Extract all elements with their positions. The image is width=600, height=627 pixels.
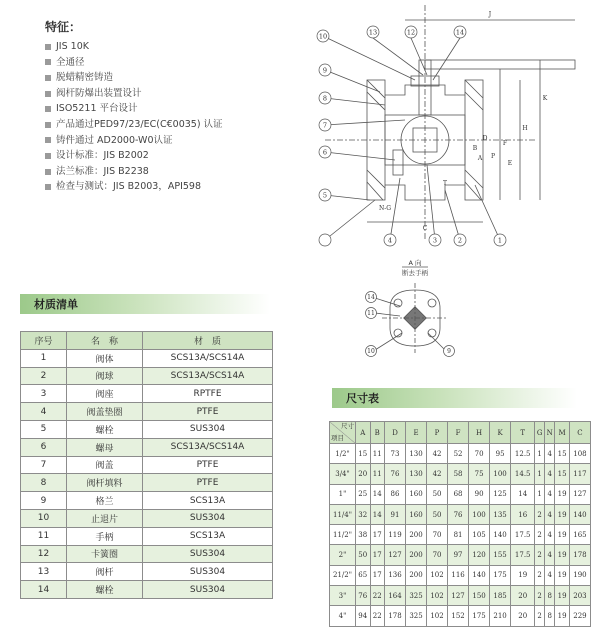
dimension-header-cell: B	[370, 422, 385, 444]
dimension-value-cell: 22	[370, 586, 385, 606]
dimension-value-cell: 86	[385, 484, 406, 504]
callout-3: 3	[432, 236, 438, 245]
dimension-size-cell: 3"	[330, 586, 356, 606]
dimension-header-cell: D	[385, 422, 406, 444]
dimension-value-cell: 25	[356, 484, 371, 504]
dimension-value-cell: 16	[511, 504, 535, 524]
dimension-value-cell: 1	[535, 464, 545, 484]
callout-10: 10	[318, 32, 328, 41]
dimension-value-cell: 100	[490, 464, 511, 484]
material-no-cell: 7	[21, 456, 67, 474]
material-name-cell: 螺栓	[67, 581, 143, 599]
dimension-value-cell: 50	[427, 484, 448, 504]
dimension-header-cell: P	[427, 422, 448, 444]
dimension-value-cell: 175	[490, 565, 511, 585]
material-spec-cell: SUS304	[143, 563, 273, 581]
material-spec-cell: SUS304	[143, 509, 273, 527]
feature-text: 铸件通过 AD2000-W0认证	[56, 134, 173, 146]
dimension-value-cell: 190	[569, 565, 590, 585]
feature-text: 产品通过PED97/23/EC(C€0035) 认证	[56, 118, 223, 130]
dimension-header-cell: F	[448, 422, 469, 444]
material-name-cell: 阀体	[67, 349, 143, 367]
dimension-value-cell: 68	[448, 484, 469, 504]
dimension-row	[330, 484, 591, 504]
feature-item	[45, 164, 223, 180]
dimension-value-cell: 117	[569, 464, 590, 484]
material-name-cell: 止退片	[67, 509, 143, 527]
dimension-size-cell: 1"	[330, 484, 356, 504]
dimension-size-cell: 11/2"	[330, 525, 356, 545]
dimension-value-cell: 160	[406, 484, 427, 504]
callout-6: 6	[322, 148, 328, 157]
features-section	[45, 18, 223, 195]
dimension-value-cell: 70	[427, 545, 448, 565]
dimension-value-cell: 17.5	[511, 545, 535, 565]
dimension-value-cell: 14	[511, 484, 535, 504]
feature-item	[45, 117, 223, 133]
dimension-value-cell: 12.5	[511, 444, 535, 464]
dimension-value-cell: 4	[544, 565, 554, 585]
material-spec-cell: SUS304	[143, 545, 273, 563]
dimension-value-cell: 4	[544, 464, 554, 484]
material-no-cell: 13	[21, 563, 67, 581]
callout-5: 5	[322, 191, 328, 200]
dimension-value-cell: 73	[385, 444, 406, 464]
dimension-value-cell: 22	[370, 606, 385, 626]
material-spec-cell: SCS13A/SCS14A	[143, 349, 273, 367]
dimension-value-cell: 164	[385, 586, 406, 606]
material-spec-cell: SCS13A/SCS14A	[143, 438, 273, 456]
dimension-value-cell: 17	[370, 545, 385, 565]
dimension-value-cell: 127	[385, 545, 406, 565]
dimension-row	[330, 606, 591, 626]
dim-label-h: H	[522, 125, 528, 132]
feature-item	[45, 101, 223, 117]
feature-item	[45, 70, 223, 86]
dimension-value-cell: 42	[427, 464, 448, 484]
dimension-value-cell: 11	[370, 464, 385, 484]
material-row	[21, 385, 273, 403]
dimension-value-cell: 4	[544, 525, 554, 545]
dimension-value-cell: 14.5	[511, 464, 535, 484]
dimension-value-cell: 20	[511, 586, 535, 606]
dimension-value-cell: 52	[448, 444, 469, 464]
dimension-value-cell: 17	[370, 525, 385, 545]
dimension-header-cell: C	[569, 422, 590, 444]
dim-label-j: J	[488, 11, 492, 18]
dimension-value-cell: 130	[406, 444, 427, 464]
dimension-size-cell: 1/2"	[330, 444, 356, 464]
dimension-value-cell: 4	[544, 484, 554, 504]
bullet-square-icon	[45, 137, 51, 143]
dimension-value-cell: 58	[448, 464, 469, 484]
callout-9: 9	[322, 66, 328, 75]
dimension-value-cell: 102	[427, 606, 448, 626]
dimension-value-cell: 178	[385, 606, 406, 626]
detail-callout-14: 14	[367, 294, 375, 301]
dimension-value-cell: 152	[448, 606, 469, 626]
material-name-cell: 阀杆填料	[67, 474, 143, 492]
dim-label-c: C	[422, 225, 428, 232]
dimension-value-cell: 229	[569, 606, 590, 626]
dimension-value-cell: 14	[370, 484, 385, 504]
dimension-value-cell: 17	[370, 565, 385, 585]
dimension-value-cell: 175	[469, 606, 490, 626]
header-name: 名 称	[67, 332, 143, 350]
feature-text: 阀杆防爆出装置设计	[56, 87, 142, 99]
dimension-header-cell: T	[511, 422, 535, 444]
dimension-value-cell: 19	[555, 484, 570, 504]
dimension-value-cell: 2	[535, 606, 545, 626]
feature-text: 脱蜡精密铸造	[56, 72, 114, 84]
dimension-value-cell: 150	[469, 586, 490, 606]
dimension-value-cell: 108	[569, 444, 590, 464]
feature-item	[45, 179, 223, 195]
dimension-value-cell: 2	[535, 545, 545, 565]
dimension-value-cell: 4	[544, 444, 554, 464]
dimension-value-cell: 135	[490, 504, 511, 524]
dimension-value-cell: 136	[385, 565, 406, 585]
bullet-square-icon	[45, 153, 51, 159]
material-spec-cell: SCS13A	[143, 492, 273, 510]
dimension-row	[330, 545, 591, 565]
valve-section-drawing	[305, 0, 595, 265]
features-list	[45, 39, 223, 195]
feature-text: 检查与测试：JIS B2003，API598	[56, 181, 202, 193]
top-view-drawing	[360, 258, 470, 368]
dimension-value-cell: 140	[469, 565, 490, 585]
feature-text: 法兰标准：JIS B2238	[56, 165, 149, 177]
dimension-size-cell: 11/4"	[330, 504, 356, 524]
dimension-value-cell: 95	[490, 444, 511, 464]
material-row	[21, 492, 273, 510]
material-spec-cell: SCS13A	[143, 527, 273, 545]
dimension-heading: 尺寸表	[332, 388, 577, 408]
material-spec-cell: SUS304	[143, 581, 273, 599]
dimension-row	[330, 565, 591, 585]
dimension-header-cell: A	[356, 422, 371, 444]
dimension-value-cell: 100	[469, 504, 490, 524]
dimension-value-cell: 94	[356, 606, 371, 626]
dimension-value-cell: 127	[448, 586, 469, 606]
feature-text: 全通径	[56, 56, 85, 68]
dimension-value-cell: 178	[569, 545, 590, 565]
dimension-value-cell: 76	[385, 464, 406, 484]
material-no-cell: 10	[21, 509, 67, 527]
dimension-size-cell: 21/2"	[330, 565, 356, 585]
dimension-value-cell: 127	[569, 484, 590, 504]
dimension-value-cell: 2	[535, 565, 545, 585]
dimension-header-cell: G	[535, 422, 545, 444]
dimension-value-cell: 325	[406, 586, 427, 606]
dimension-value-cell: 160	[406, 504, 427, 524]
dimension-value-cell: 14	[370, 504, 385, 524]
dimension-value-cell: 102	[427, 586, 448, 606]
dimension-value-cell: 140	[569, 504, 590, 524]
bullet-square-icon	[45, 75, 51, 81]
dimension-value-cell: 4	[544, 545, 554, 565]
dim-label-f: F	[502, 140, 508, 147]
material-row	[21, 456, 273, 474]
dimension-value-cell: 97	[448, 545, 469, 565]
dimension-value-cell: 65	[356, 565, 371, 585]
dimension-size-cell: 3/4"	[330, 464, 356, 484]
callout-14: 14	[455, 28, 465, 37]
dim-label-t: T	[442, 180, 448, 187]
material-row	[21, 367, 273, 385]
material-row	[21, 349, 273, 367]
dim-label-b: B	[472, 145, 478, 152]
material-row	[21, 509, 273, 527]
material-row	[21, 438, 273, 456]
material-spec-cell: SCS13A/SCS14A	[143, 367, 273, 385]
feature-item	[45, 39, 223, 55]
dimension-value-cell: 200	[406, 545, 427, 565]
material-name-cell: 卡簧圈	[67, 545, 143, 563]
material-name-cell: 阀球	[67, 367, 143, 385]
dimension-value-cell: 105	[469, 525, 490, 545]
material-no-cell: 14	[21, 581, 67, 599]
dimension-value-cell: 185	[490, 586, 511, 606]
material-heading: 材质清单	[20, 294, 270, 314]
material-spec-cell: PTFE	[143, 474, 273, 492]
detail-callout-10: 10	[367, 348, 375, 355]
dimension-value-cell: 70	[427, 525, 448, 545]
bullet-square-icon	[45, 59, 51, 65]
dimension-value-cell: 325	[406, 606, 427, 626]
dimension-value-cell: 2	[535, 586, 545, 606]
callout-1: 1	[497, 236, 503, 245]
material-name-cell: 手柄	[67, 527, 143, 545]
dim-label-e: E	[507, 160, 513, 167]
dimension-value-cell: 19	[555, 606, 570, 626]
dimension-value-cell: 75	[469, 464, 490, 484]
dimension-value-cell: 120	[469, 545, 490, 565]
material-name-cell: 阀座	[67, 385, 143, 403]
material-no-cell: 12	[21, 545, 67, 563]
material-spec-cell: RPTFE	[143, 385, 273, 403]
dim-label-a: A	[477, 155, 483, 162]
header-material: 材 质	[143, 332, 273, 350]
dimension-value-cell: 155	[490, 545, 511, 565]
material-no-cell: 1	[21, 349, 67, 367]
callout-2: 2	[457, 236, 463, 245]
feature-item	[45, 86, 223, 102]
callout-8: 8	[322, 94, 328, 103]
handle-shape	[425, 60, 575, 69]
detail-callout-11: 11	[367, 310, 375, 317]
dimension-value-cell: 76	[356, 586, 371, 606]
feature-text: ISO5211 平台设计	[56, 103, 138, 115]
material-spec-cell: SUS304	[143, 420, 273, 438]
dim-label-ng: N-G	[378, 205, 392, 212]
dimension-value-cell: 15	[555, 464, 570, 484]
dimension-value-cell: 119	[385, 525, 406, 545]
dimension-value-cell: 140	[490, 525, 511, 545]
material-row	[21, 474, 273, 492]
corner-cell	[330, 422, 356, 444]
dimension-value-cell: 19	[511, 565, 535, 585]
callout-4: 4	[387, 236, 393, 245]
dimension-value-cell: 203	[569, 586, 590, 606]
material-row	[21, 527, 273, 545]
material-name-cell: 螺栓	[67, 420, 143, 438]
dim-label-p: P	[490, 153, 496, 160]
dimension-value-cell: 50	[427, 504, 448, 524]
dimension-value-cell: 1	[535, 444, 545, 464]
material-no-cell: 11	[21, 527, 67, 545]
material-row	[21, 563, 273, 581]
corner-top: 尺寸	[341, 422, 354, 430]
features-title: 特征：	[45, 20, 82, 34]
dimension-value-cell: 200	[406, 565, 427, 585]
dimension-size-cell: 4"	[330, 606, 356, 626]
dimension-value-cell: 76	[448, 504, 469, 524]
material-name-cell: 阀盖	[67, 456, 143, 474]
dimension-value-cell: 19	[555, 586, 570, 606]
dimension-value-cell: 1	[535, 484, 545, 504]
dimension-row	[330, 504, 591, 524]
material-table	[20, 331, 273, 599]
dim-label-d: D	[482, 135, 488, 142]
bullet-square-icon	[45, 184, 51, 190]
dimension-value-cell: 32	[356, 504, 371, 524]
dimension-value-cell: 50	[356, 545, 371, 565]
detail-callout-9: 9	[447, 348, 451, 355]
material-no-cell: 5	[21, 420, 67, 438]
material-row	[21, 420, 273, 438]
dimension-value-cell: 102	[427, 565, 448, 585]
bullet-square-icon	[45, 169, 51, 175]
material-spec-cell: PTFE	[143, 403, 273, 421]
bullet-square-icon	[45, 106, 51, 112]
material-no-cell: 3	[21, 385, 67, 403]
material-no-cell: 4	[21, 403, 67, 421]
dimension-value-cell: 11	[370, 444, 385, 464]
dimension-value-cell: 90	[469, 484, 490, 504]
dimension-value-cell: 19	[555, 545, 570, 565]
callout-12: 12	[406, 28, 416, 37]
material-header-row	[21, 332, 273, 350]
dimension-value-cell: 2	[535, 504, 545, 524]
feature-text: 设计标准：JIS B2002	[56, 150, 149, 162]
dimension-header-cell: K	[490, 422, 511, 444]
dimension-size-cell: 2"	[330, 545, 356, 565]
dimension-value-cell: 70	[469, 444, 490, 464]
material-no-cell: 2	[21, 367, 67, 385]
dimension-value-cell: 19	[555, 504, 570, 524]
section-label: A 向	[408, 259, 422, 267]
dimension-value-cell: 200	[406, 525, 427, 545]
bullet-square-icon	[45, 91, 51, 97]
dimension-header-cell: M	[555, 422, 570, 444]
dimension-value-cell: 20	[356, 464, 371, 484]
bullet-square-icon	[45, 122, 51, 128]
dimension-row	[330, 586, 591, 606]
material-spec-cell: PTFE	[143, 456, 273, 474]
bullet-square-icon	[45, 44, 51, 50]
callout-7: 7	[322, 121, 328, 130]
dimension-row	[330, 525, 591, 545]
dimension-header-cell: N	[544, 422, 554, 444]
material-name-cell: 螺母	[67, 438, 143, 456]
dimension-value-cell: 116	[448, 565, 469, 585]
material-row	[21, 403, 273, 421]
dimension-value-cell: 2	[535, 525, 545, 545]
dimension-value-cell: 125	[490, 484, 511, 504]
dimension-value-cell: 8	[544, 606, 554, 626]
dimension-header-row	[330, 422, 591, 444]
header-no: 序号	[21, 332, 67, 350]
dimension-value-cell: 91	[385, 504, 406, 524]
dimension-header-cell: H	[469, 422, 490, 444]
dimension-value-cell: 17.5	[511, 525, 535, 545]
dimension-value-cell: 81	[448, 525, 469, 545]
dimension-row	[330, 464, 591, 484]
dimension-value-cell: 15	[555, 444, 570, 464]
dimension-table	[329, 421, 591, 627]
dimension-value-cell: 19	[555, 525, 570, 545]
dimension-value-cell: 38	[356, 525, 371, 545]
dimension-value-cell: 42	[427, 444, 448, 464]
material-row	[21, 581, 273, 599]
dimension-value-cell: 8	[544, 586, 554, 606]
material-no-cell: 8	[21, 474, 67, 492]
feature-item	[45, 55, 223, 71]
material-name-cell: 格兰	[67, 492, 143, 510]
dim-label-k: K	[542, 95, 548, 102]
material-row	[21, 545, 273, 563]
dimension-value-cell: 4	[544, 504, 554, 524]
corner-bottom: 项目	[331, 434, 344, 442]
material-name-cell: 阀盖垫圈	[67, 403, 143, 421]
material-name-cell: 阀杆	[67, 563, 143, 581]
section-sublabel: 断去手柄	[402, 269, 428, 277]
dimension-value-cell: 130	[406, 464, 427, 484]
dimension-header-cell: E	[406, 422, 427, 444]
feature-item	[45, 148, 223, 164]
dimension-row	[330, 444, 591, 464]
dimension-value-cell: 165	[569, 525, 590, 545]
dimension-value-cell: 15	[356, 444, 371, 464]
callout-13: 13	[368, 28, 378, 37]
feature-item	[45, 133, 223, 149]
dimension-value-cell: 20	[511, 606, 535, 626]
material-no-cell: 6	[21, 438, 67, 456]
dimension-value-cell: 210	[490, 606, 511, 626]
material-no-cell: 9	[21, 492, 67, 510]
feature-text: JIS 10K	[56, 41, 89, 52]
dimension-value-cell: 19	[555, 565, 570, 585]
